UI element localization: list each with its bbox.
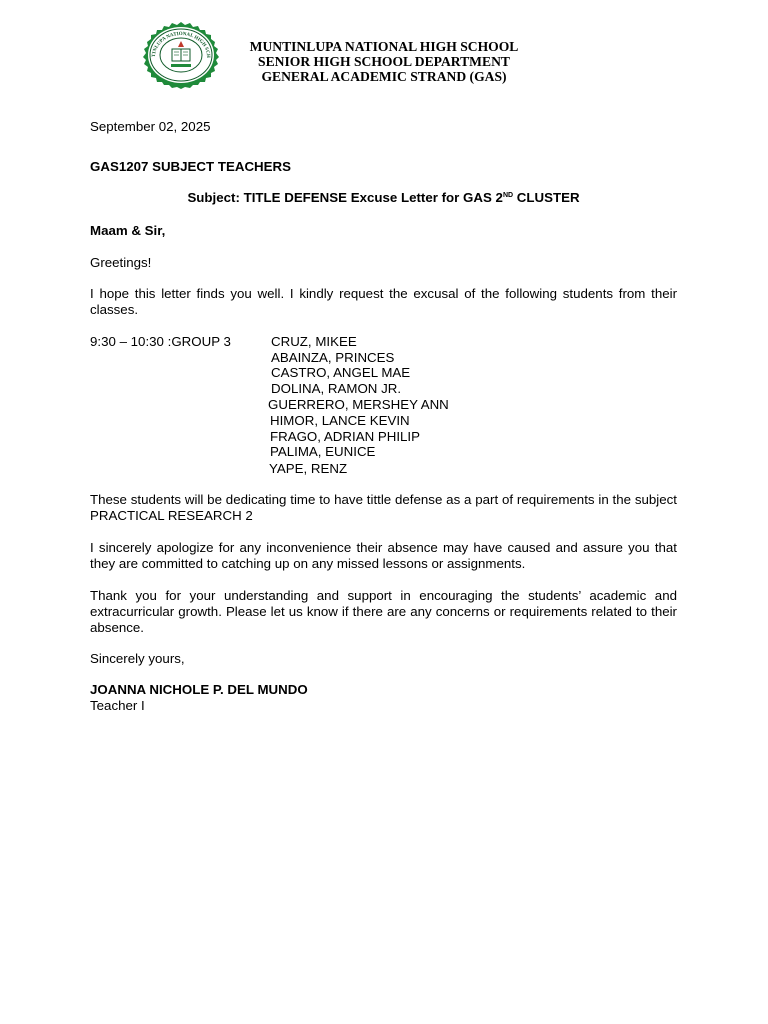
department-name: SENIOR HIGH SCHOOL DEPARTMENT	[258, 54, 510, 69]
recipient: GAS1207 SUBJECT TEACHERS	[90, 159, 291, 174]
student-name: ABAINZA, PRINCES	[271, 350, 395, 365]
apology-paragraph: I sincerely apologize for any inconvenience their absence may have caused and assure you that they are committed to catching up on any missed lessons or assignments.	[90, 540, 677, 571]
signatory-name: JOANNA NICHOLE P. DEL MUNDO	[90, 682, 308, 697]
subject-prefix: Subject: TITLE DEFENSE Excuse Letter for GAS 2	[187, 190, 503, 205]
student-name: CASTRO, ANGEL MAE	[271, 365, 411, 380]
student-name: YAPE, RENZ	[269, 461, 348, 476]
closing: Sincerely yours,	[90, 651, 185, 666]
subject-suffix: CLUSTER	[513, 190, 580, 205]
student-name: FRAGO, ADRIAN PHILIP	[270, 429, 420, 444]
strand-name: GENERAL ACADEMIC STRAND (GAS)	[261, 69, 507, 84]
svg-text:MUNTINLUPA NATIONAL HIGH SCHOO: TINLUPA NATIONAL HIGH SCH	[151, 31, 211, 59]
letter-date: September 02, 2025	[90, 119, 211, 134]
greeting: Greetings!	[90, 255, 152, 270]
student-name: PALIMA, EUNICE	[270, 444, 376, 459]
purpose-paragraph: These students will be dedicating time to have tittle defense as a part of requirements in the subject PRACTICAL RESEARCH 2	[90, 492, 677, 523]
subject-superscript: ND	[502, 192, 514, 199]
salutation: Maam & Sir,	[90, 223, 166, 238]
thanks-paragraph: Thank you for your understanding and support in encouraging the students’ academic and extracurricular growth. Please let us know if there are any concerns or requirements related to their absence.	[90, 588, 677, 635]
subject-line	[90, 190, 677, 206]
school-name: MUNTINLUPA NATIONAL HIGH SCHOOL	[249, 39, 519, 54]
student-name: GUERRERO, MERSHEY ANN	[268, 397, 449, 412]
intro-paragraph: I hope this letter finds you well. I kindly request the excusal of the following students from their classes.	[90, 286, 677, 317]
schedule-label: 9:30 – 10:30 :GROUP 3	[90, 334, 231, 349]
student-name: HIMOR, LANCE KEVIN	[270, 413, 410, 428]
student-name: CRUZ, MIKEE	[271, 334, 357, 349]
signatory-title: Teacher I	[90, 698, 145, 713]
student-name: DOLINA, RAMON JR.	[271, 381, 402, 396]
